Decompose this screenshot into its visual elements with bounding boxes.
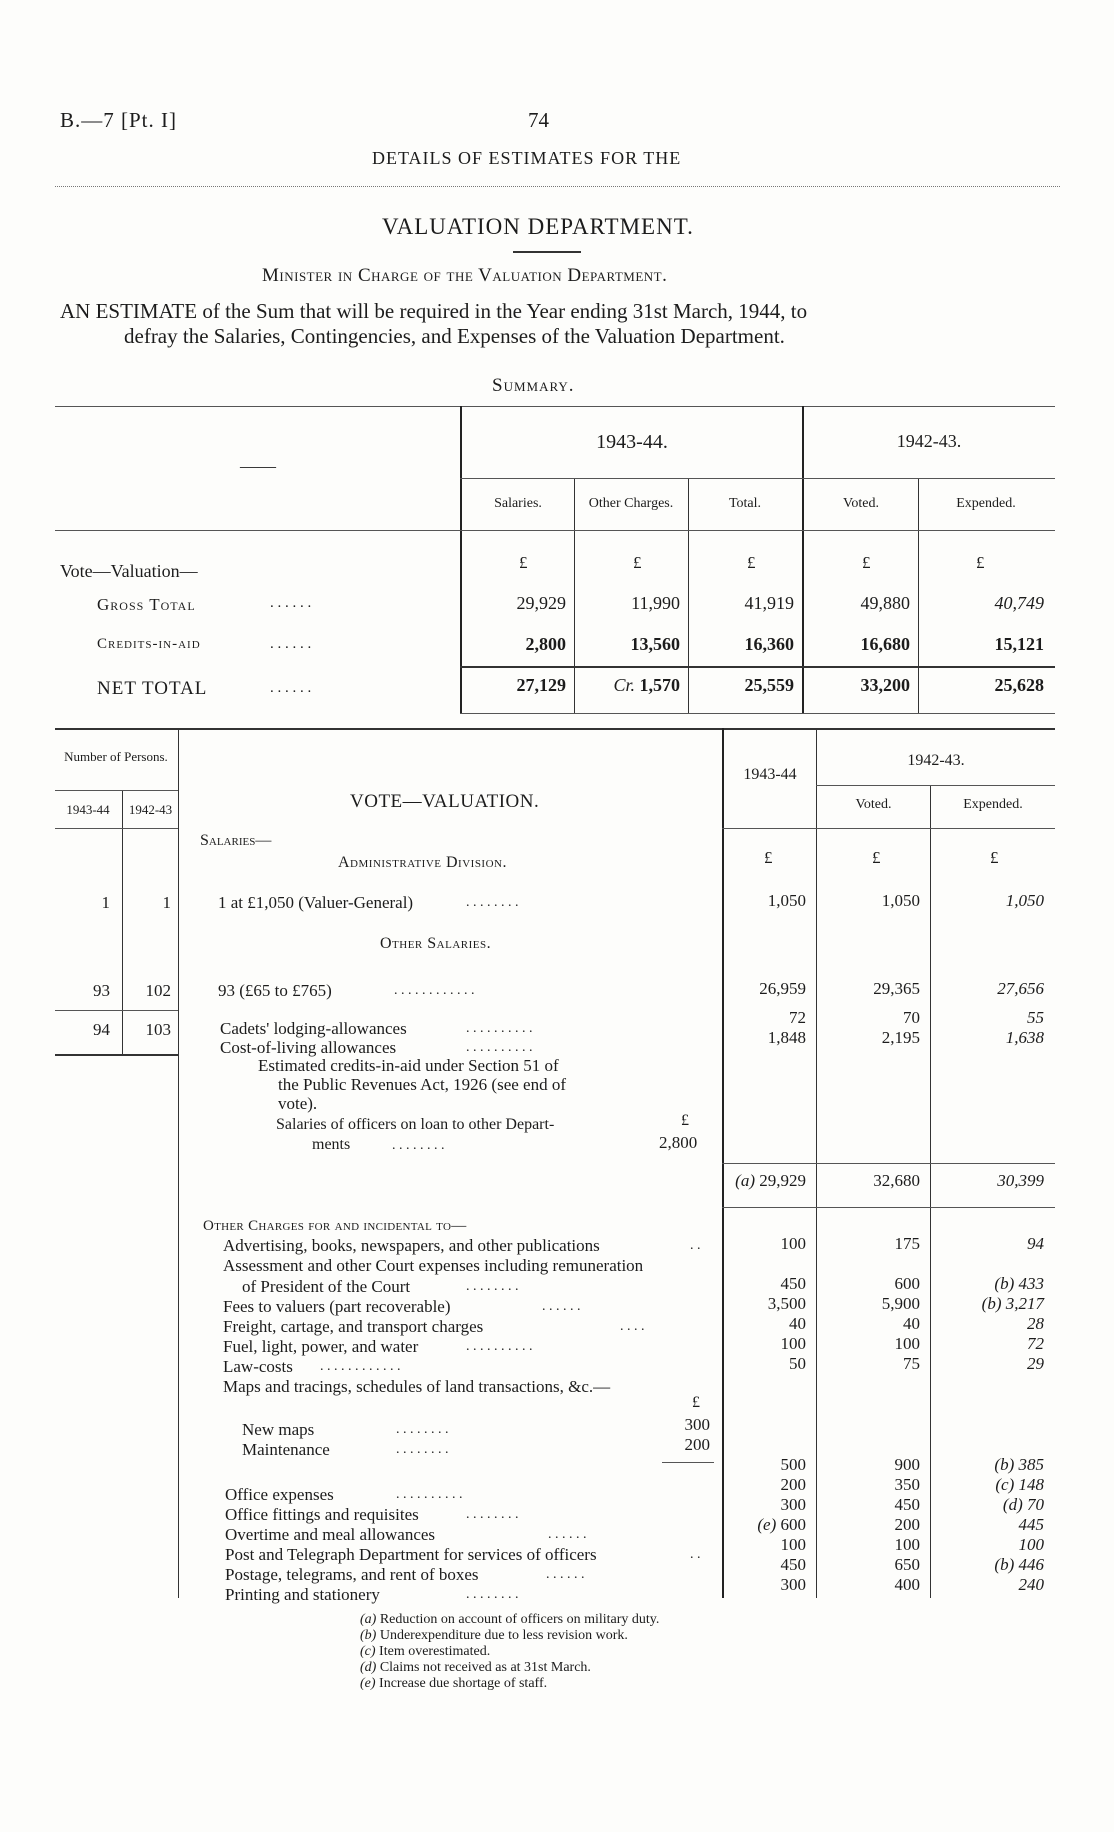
charge-label: Fuel, light, power, and water bbox=[223, 1337, 419, 1356]
amount-expended: 30,399 bbox=[997, 1171, 1044, 1190]
amount-value: 446 bbox=[1018, 1555, 1044, 1574]
persons-1942-43: 1 bbox=[162, 893, 171, 912]
summary-voted: 49,880 bbox=[860, 593, 910, 613]
leader-dots: . . . . . . bbox=[270, 680, 312, 696]
amount-current: 300 bbox=[780, 1575, 806, 1594]
amount-expended: 29 bbox=[1027, 1354, 1044, 1373]
amount-current: 450 bbox=[780, 1274, 806, 1293]
pound-sign: £ bbox=[692, 1394, 700, 1411]
allowance-label: Cadets' lodging-allowances bbox=[220, 1019, 407, 1038]
leader-dots: . . . . . . bbox=[542, 1299, 581, 1314]
amount-voted: 70 bbox=[903, 1008, 920, 1027]
leader-dots: . . . . bbox=[620, 1319, 645, 1334]
amount-current: 300 bbox=[780, 1495, 806, 1514]
charge-label: Advertising, books, newspapers, and other publications bbox=[223, 1236, 600, 1255]
footnote-ref: (b) bbox=[994, 1455, 1015, 1474]
amount-value: 29,929 bbox=[759, 1171, 806, 1190]
loan-amount: 2,800 bbox=[659, 1133, 698, 1152]
summary-title: Summary. bbox=[492, 375, 575, 396]
summary-col-other-charges: Other Charges. bbox=[588, 496, 674, 511]
vote-rule bbox=[55, 828, 178, 829]
summary-total: 16,360 bbox=[744, 634, 794, 654]
summary-rule bbox=[460, 478, 1055, 479]
minister-line: Minister in Charge of the Valuation Department. bbox=[262, 265, 668, 286]
summary-expended: 15,121 bbox=[994, 634, 1044, 654]
persons-1943-44: 93 bbox=[93, 981, 110, 1000]
department-title: VALUATION DEPARTMENT. bbox=[382, 214, 694, 239]
vote-top-rule bbox=[55, 728, 1055, 730]
summary-rule bbox=[460, 666, 1055, 668]
amount-voted: 900 bbox=[894, 1455, 920, 1474]
amount-current: 500 bbox=[780, 1455, 806, 1474]
amount-expended: 1,050 bbox=[1005, 891, 1044, 910]
summary-dash: —— bbox=[240, 456, 276, 476]
vote-rule bbox=[722, 828, 1055, 829]
amount-voted: 600 bbox=[894, 1274, 920, 1293]
amount-voted: 32,680 bbox=[873, 1171, 920, 1190]
leader-dots: . . . . . . . . bbox=[466, 1507, 519, 1522]
document-reference: B.—7 [Pt. I] bbox=[60, 108, 177, 132]
amount-expended bbox=[932, 1455, 1044, 1475]
salary-label: 93 (£65 to £765) bbox=[218, 981, 332, 1000]
credits-note: the Public Revenues Act, 1926 (see end of bbox=[278, 1075, 566, 1094]
amount-voted: 29,365 bbox=[873, 979, 920, 998]
charge-label: Fees to valuers (part recoverable) bbox=[223, 1297, 451, 1316]
amount-value: 600 bbox=[780, 1515, 806, 1534]
pound-sign: £ bbox=[747, 553, 756, 572]
amount-current: 3,500 bbox=[767, 1294, 806, 1313]
leader-dots: . . . . . . . . . . bbox=[396, 1487, 463, 1502]
leader-dots: . . . . . . . . . . . . bbox=[320, 1359, 401, 1374]
leader-dots: . . . . . . . . bbox=[466, 895, 519, 910]
other-charges-heading: Other Charges for and incidental to— bbox=[203, 1218, 467, 1234]
footnote-text: Underexpenditure due to less revision work. bbox=[379, 1628, 628, 1643]
allowance-label: Cost-of-living allowances bbox=[220, 1038, 397, 1057]
amount-expended bbox=[932, 1555, 1044, 1575]
footnote-ref: (b) bbox=[994, 1274, 1015, 1293]
pound-sign: £ bbox=[633, 553, 642, 572]
footnote-ref: (e) bbox=[757, 1515, 777, 1534]
persons-total-1943-44: 94 bbox=[93, 1020, 110, 1039]
vote-rule bbox=[722, 1163, 1055, 1164]
admin-division-heading: Administrative Division. bbox=[338, 854, 507, 871]
summary-rule bbox=[55, 530, 1055, 531]
footnote-text: Reduction on account of officers on military duty. bbox=[379, 1612, 660, 1627]
vote-col-expended: Expended. bbox=[963, 797, 1023, 812]
pound-sign: £ bbox=[764, 848, 773, 867]
amount-current: 100 bbox=[780, 1535, 806, 1554]
amount-expended: 100 bbox=[1018, 1535, 1044, 1554]
charge-label: Assessment and other Court expenses including remuneration bbox=[223, 1256, 644, 1275]
footnote-ref: (b) bbox=[994, 1555, 1015, 1574]
amount-voted: 5,900 bbox=[881, 1294, 920, 1313]
footnote bbox=[360, 1644, 490, 1660]
amount-voted: 75 bbox=[903, 1354, 920, 1373]
charge-label: Maps and tracings, schedules of land transactions, &c.— bbox=[223, 1377, 611, 1396]
amount-current: 50 bbox=[789, 1354, 806, 1373]
amount-expended: 28 bbox=[1027, 1314, 1044, 1333]
leader-dots: . . . . . . . . . . bbox=[466, 1040, 533, 1055]
summary-other-charges: 13,560 bbox=[630, 634, 680, 654]
maps-sub-label: Maintenance bbox=[242, 1440, 330, 1459]
summary-salaries: 27,129 bbox=[516, 675, 566, 695]
summary-row-label: Gross Total bbox=[97, 595, 196, 614]
amount-current: 450 bbox=[780, 1555, 806, 1574]
estimate-text-line-2: defray the Salaries, Contingencies, and Expenses of the Valuation Department. bbox=[124, 324, 785, 348]
persons-1942-43: 102 bbox=[145, 981, 171, 1000]
leader-dots: . . bbox=[690, 1238, 701, 1253]
vote-divider bbox=[930, 785, 931, 1598]
amount-voted: 200 bbox=[894, 1515, 920, 1534]
vote-divider bbox=[178, 728, 179, 1598]
header-rule bbox=[55, 186, 1060, 187]
charge-label: Printing and stationery bbox=[225, 1585, 380, 1604]
leader-dots: . . . . . . . . . . . . bbox=[394, 983, 475, 998]
persons-subtotal-rule bbox=[55, 1010, 178, 1011]
summary-voted: 16,680 bbox=[860, 634, 910, 654]
charge-label: Overtime and meal allowances bbox=[225, 1525, 436, 1544]
vote-rule bbox=[55, 790, 178, 791]
summary-vote-label: Vote—Valuation— bbox=[60, 561, 198, 581]
amount-expended bbox=[932, 1495, 1044, 1515]
amount-expended: 1,638 bbox=[1005, 1028, 1044, 1047]
footnote-text: Increase due shortage of staff. bbox=[379, 1676, 548, 1691]
credit-value: 1,570 bbox=[639, 675, 680, 695]
summary-salaries: 29,929 bbox=[516, 593, 566, 613]
leader-dots: . . . . . . . . bbox=[392, 1138, 445, 1153]
footnote bbox=[360, 1660, 591, 1676]
amount-expended bbox=[932, 1274, 1044, 1294]
leader-dots: . . bbox=[690, 1547, 701, 1562]
charge-label: Law-costs bbox=[223, 1357, 293, 1376]
leader-dots: . . . . . . bbox=[548, 1527, 587, 1542]
amount-current: 1,848 bbox=[767, 1028, 806, 1047]
leader-dots: . . . . . . . . . . bbox=[466, 1339, 533, 1354]
summary-total: 25,559 bbox=[744, 675, 794, 695]
amount-expended bbox=[932, 1294, 1044, 1314]
vote-title: VOTE—VALUATION. bbox=[350, 791, 540, 812]
vote-divider bbox=[122, 790, 123, 1055]
summary-other-charges bbox=[574, 675, 680, 696]
amount-value: 70 bbox=[1027, 1495, 1044, 1514]
leader-dots: . . . . . . bbox=[270, 595, 312, 611]
amount-current: 72 bbox=[789, 1008, 806, 1027]
amount-voted: 175 bbox=[894, 1234, 920, 1253]
leader-dots: . . . . . . . . bbox=[466, 1587, 519, 1602]
estimate-text-line-1: AN ESTIMATE of the Sum that will be required in the Year ending 31st March, 1944, to bbox=[60, 299, 808, 323]
charge-label: Postage, telegrams, and rent of boxes bbox=[225, 1565, 479, 1584]
amount-current: 100 bbox=[780, 1334, 806, 1353]
credits-note: Estimated credits-in-aid under Section 51 of bbox=[258, 1056, 559, 1075]
amount-voted: 450 bbox=[894, 1495, 920, 1514]
amount-current: 40 bbox=[789, 1314, 806, 1333]
leader-dots: . . . . . . . . . . bbox=[466, 1021, 533, 1036]
loan-label: Salaries of officers on loan to other Depart- bbox=[276, 1116, 555, 1133]
summary-row-label: Credits-in-aid bbox=[97, 636, 201, 652]
amount-voted: 40 bbox=[903, 1314, 920, 1333]
pound-sign: £ bbox=[519, 553, 528, 572]
footnote bbox=[360, 1676, 547, 1692]
vote-rule bbox=[816, 785, 1055, 786]
amount-current: 200 bbox=[780, 1475, 806, 1494]
vote-rule bbox=[722, 1207, 1055, 1208]
credit-prefix: Cr. bbox=[613, 675, 635, 695]
pound-sign: £ bbox=[990, 848, 999, 867]
amount-expended: 94 bbox=[1027, 1234, 1044, 1253]
persons-col-1942-43: 1942-43 bbox=[128, 802, 173, 817]
summary-year-previous: 1942-43. bbox=[896, 431, 962, 451]
amount-expended bbox=[932, 1475, 1044, 1495]
other-salaries-heading: Other Salaries. bbox=[380, 935, 492, 952]
leader-dots: . . . . . . . . bbox=[396, 1442, 449, 1457]
summary-year-current: 1943-44. bbox=[596, 431, 668, 453]
loan-label: ments bbox=[312, 1136, 351, 1153]
amount-current bbox=[720, 1515, 806, 1535]
amount-voted: 100 bbox=[894, 1535, 920, 1554]
vote-rule bbox=[55, 1054, 178, 1056]
footnote bbox=[360, 1612, 659, 1628]
amount-expended: 240 bbox=[1018, 1575, 1044, 1594]
leader-dots: . . . . . . . . bbox=[396, 1422, 449, 1437]
amount-voted: 2,195 bbox=[881, 1028, 920, 1047]
maps-sub-rule bbox=[662, 1462, 714, 1463]
footnote-mark: (d) bbox=[360, 1660, 377, 1675]
footnote-ref: (a) bbox=[735, 1171, 755, 1190]
leader-dots: . . . . . . . . bbox=[466, 1279, 519, 1294]
amount-expended: 72 bbox=[1027, 1334, 1044, 1353]
charge-label: of President of the Court bbox=[242, 1277, 411, 1296]
summary-col-voted: Voted. bbox=[843, 496, 879, 511]
pound-sign: £ bbox=[872, 848, 881, 867]
pound-sign: £ bbox=[976, 553, 985, 572]
summary-col-expended: Expended. bbox=[956, 496, 1016, 511]
summary-rule bbox=[460, 713, 1055, 714]
amount-voted: 1,050 bbox=[881, 891, 920, 910]
footnote-text: Claims not received as at 31st March. bbox=[379, 1660, 591, 1675]
amount-expended: 27,656 bbox=[997, 979, 1044, 998]
amount-current: 1,050 bbox=[767, 891, 806, 910]
amount-voted: 650 bbox=[894, 1555, 920, 1574]
maps-sub-label: New maps bbox=[242, 1420, 315, 1439]
summary-top-rule bbox=[55, 406, 1055, 407]
summary-row-label: NET TOTAL bbox=[97, 678, 208, 699]
footnote bbox=[360, 1628, 628, 1644]
credits-note: vote). bbox=[278, 1094, 318, 1113]
persons-header: Number of Persons. bbox=[64, 749, 168, 764]
maps-sub-value: 200 bbox=[684, 1435, 710, 1454]
amount-current: 26,959 bbox=[759, 979, 806, 998]
vote-col-previous: 1942-43. bbox=[907, 752, 965, 769]
charge-label: Freight, cartage, and transport charges bbox=[223, 1317, 484, 1336]
footnote-mark: (e) bbox=[360, 1676, 376, 1691]
maps-sub-value: 300 bbox=[684, 1415, 710, 1434]
persons-total-1942-43: 103 bbox=[145, 1020, 171, 1039]
footnote-mark: (a) bbox=[360, 1612, 377, 1627]
leader-dots: . . . . . . bbox=[270, 636, 312, 652]
leader-dots: . . . . . . bbox=[546, 1567, 585, 1582]
vote-col-voted: Voted. bbox=[855, 797, 892, 812]
page-number: 74 bbox=[528, 108, 549, 132]
amount-value: 385 bbox=[1018, 1455, 1044, 1474]
amount-value: 3,217 bbox=[1005, 1294, 1044, 1313]
amount-voted: 350 bbox=[894, 1475, 920, 1494]
persons-1943-44: 1 bbox=[101, 893, 110, 912]
amount-expended: 445 bbox=[1018, 1515, 1044, 1534]
amount-current: 100 bbox=[780, 1234, 806, 1253]
footnote-ref: (c) bbox=[995, 1475, 1015, 1494]
amount-value: 433 bbox=[1018, 1274, 1044, 1293]
vote-col-current: 1943-44 bbox=[743, 766, 797, 783]
pound-sign: £ bbox=[681, 1112, 689, 1129]
summary-col-salaries: Salaries. bbox=[494, 496, 542, 511]
summary-voted: 33,200 bbox=[860, 675, 910, 695]
summary-total: 41,919 bbox=[744, 593, 794, 613]
charge-label: Post and Telegraph Department for services of officers bbox=[225, 1545, 597, 1564]
footnote-ref: (b) bbox=[981, 1294, 1002, 1313]
footnote-text: Item overestimated. bbox=[379, 1644, 491, 1659]
persons-col-1943-44: 1943-44 bbox=[66, 802, 110, 817]
salaries-heading: Salaries— bbox=[200, 832, 272, 849]
pound-sign: £ bbox=[862, 553, 871, 572]
title-rule bbox=[513, 251, 581, 253]
summary-salaries: 2,800 bbox=[525, 634, 566, 654]
amount-expended: 55 bbox=[1027, 1008, 1044, 1027]
amount-value: 148 bbox=[1018, 1475, 1044, 1494]
footnote-ref: (d) bbox=[1002, 1495, 1023, 1514]
salary-label: 1 at £1,050 (Valuer-General) bbox=[218, 893, 414, 912]
footnote-mark: (b) bbox=[360, 1628, 377, 1643]
summary-expended: 40,749 bbox=[994, 593, 1044, 613]
amount-voted: 400 bbox=[894, 1575, 920, 1594]
summary-expended: 25,628 bbox=[994, 675, 1044, 695]
summary-other-charges: 11,990 bbox=[631, 593, 680, 613]
footnote-mark: (c) bbox=[360, 1644, 376, 1659]
summary-col-total: Total. bbox=[728, 496, 762, 511]
running-title: DETAILS OF ESTIMATES FOR THE bbox=[372, 148, 682, 168]
amount-voted: 100 bbox=[894, 1334, 920, 1353]
amount-current bbox=[720, 1171, 806, 1191]
charge-label: Office fittings and requisites bbox=[225, 1505, 419, 1524]
charge-label: Office expenses bbox=[225, 1485, 334, 1504]
